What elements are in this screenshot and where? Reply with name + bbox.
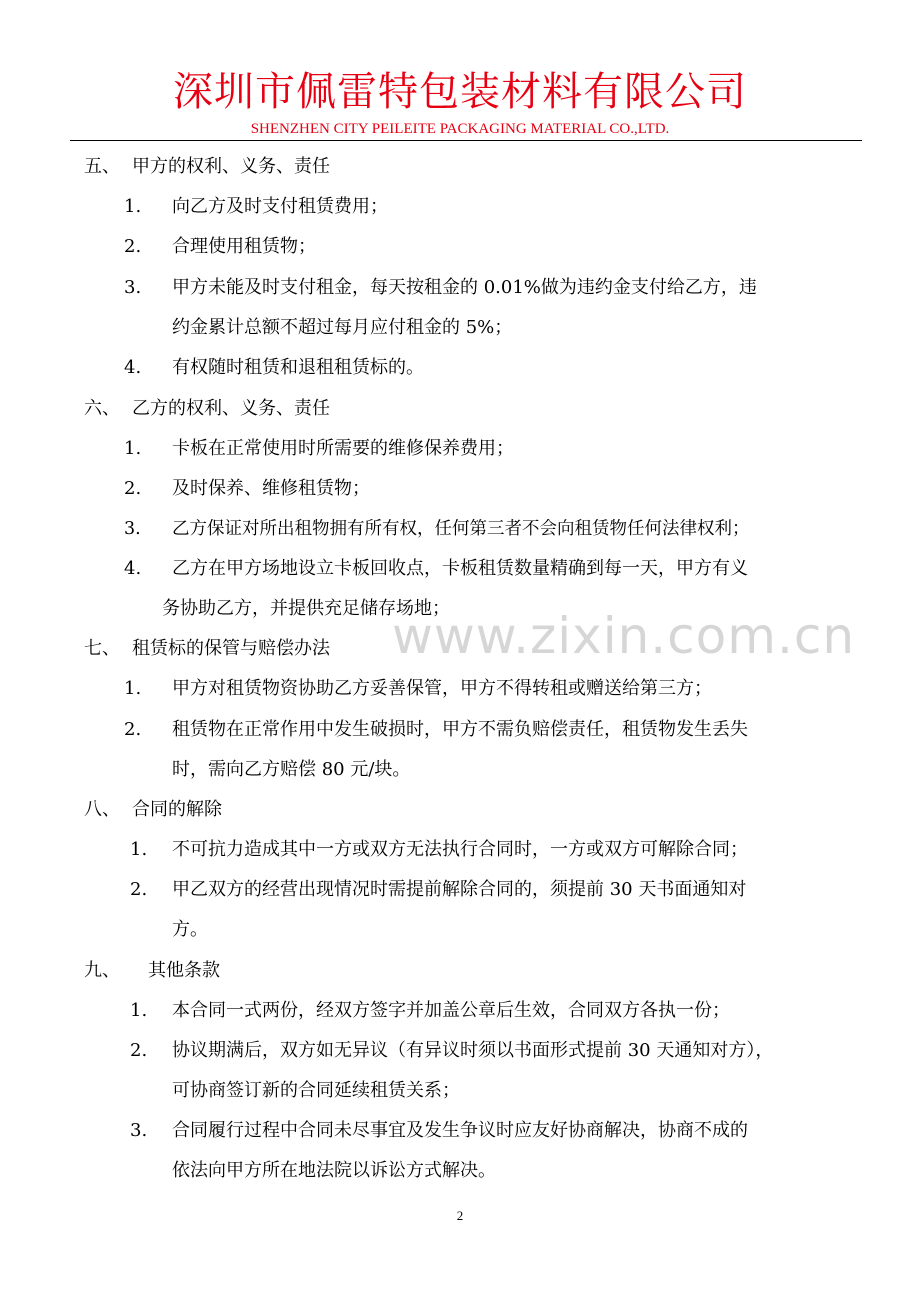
item-text: 甲乙双方的经营出现情况时需提前解除合同的，须提前 30 天书面通知对 [172, 879, 747, 900]
item-number: 3. [124, 277, 142, 298]
item-number: 4. [124, 357, 142, 378]
item-number: 2. [124, 719, 142, 740]
item-number: 2. [124, 236, 142, 257]
item-number: 2. [130, 879, 148, 900]
section-number: 八、 [84, 799, 120, 820]
item-number: 3. [124, 519, 141, 539]
item-number: 2. [130, 1040, 148, 1061]
item-text-continued: 依法向甲方所在地法院以诉讼方式解决。 [172, 1160, 496, 1181]
item-text: 乙方保证对所出租物拥有所有权，任何第三者不会向租赁物任何法律权利； [172, 519, 750, 539]
company-name-en: SHENZHEN CITY PEILEITE PACKAGING MATERIAL CO.,LTD. [250, 121, 670, 137]
item-number: 2. [124, 478, 142, 499]
item-number: 1. [124, 438, 142, 459]
item-text: 不可抗力造成其中一方或双方无法执行合同时，一方或双方可解除合同； [172, 839, 748, 860]
section-title: 甲方的权利、义务、责任 [132, 156, 330, 177]
item-text: 租赁物在正常作用中发生破损时，甲方不需负赔偿责任，租赁物发生丢失 [172, 719, 748, 740]
item-number: 1. [130, 839, 148, 860]
section-title: 其他条款 [148, 960, 220, 981]
item-text-continued: 可协商签订新的合同延续租赁关系； [172, 1080, 460, 1101]
item-text: 卡板在正常使用时所需要的维修保养费用； [172, 438, 514, 459]
section-title: 合同的解除 [132, 799, 222, 820]
item-text: 合理使用租赁物； [172, 236, 316, 257]
item-number: 3. [130, 1120, 148, 1141]
item-text: 及时保养、维修租赁物； [172, 478, 370, 499]
company-name-cn: 深圳市佩雷特包装材料有限公司 [173, 69, 747, 115]
item-number: 4. [124, 558, 142, 579]
item-text-continued: 时，需向乙方赔偿 80 元/块。 [172, 759, 411, 780]
item-text: 有权随时租赁和退租租赁标的。 [172, 357, 424, 378]
item-number: 1. [124, 678, 142, 699]
item-text: 合同履行过程中合同未尽事宜及发生争议时应友好协商解决，协商不成的 [172, 1120, 748, 1141]
section-number: 九、 [84, 960, 120, 981]
section-number: 五、 [84, 156, 120, 177]
section-number: 七、 [84, 638, 120, 659]
page-number: 2 [456, 1208, 464, 1223]
header-rule [70, 140, 862, 141]
watermark: www.zixin.com.cn [392, 607, 856, 665]
item-text: 乙方在甲方场地设立卡板回收点，卡板租赁数量精确到每一天，甲方有义 [172, 558, 748, 579]
section-title: 乙方的权利、义务、责任 [132, 398, 330, 419]
item-text: 甲方未能及时支付租金，每天按租金的 0.01%做为违约金支付给乙方，违 [172, 277, 757, 298]
item-number: 1. [124, 196, 142, 217]
section-title: 租赁标的保管与赔偿办法 [132, 638, 330, 659]
item-number: 1. [130, 1000, 148, 1021]
item-text-continued: 务协助乙方，并提供充足储存场地； [162, 598, 450, 619]
section-number: 六、 [84, 398, 120, 419]
item-text-continued: 约金累计总额不超过每月应付租金的 5%； [172, 317, 513, 338]
item-text-continued: 方。 [172, 919, 208, 940]
item-text: 协议期满后，双方如无异议（有异议时须以书面形式提前 30 天通知对方）， [172, 1040, 774, 1061]
item-text: 甲方对租赁物资协助乙方妥善保管，甲方不得转租或赠送给第三方； [172, 678, 712, 699]
item-text: 本合同一式两份，经双方签字并加盖公章后生效，合同双方各执一份； [172, 1000, 730, 1021]
item-text: 向乙方及时支付租赁费用； [172, 196, 388, 217]
